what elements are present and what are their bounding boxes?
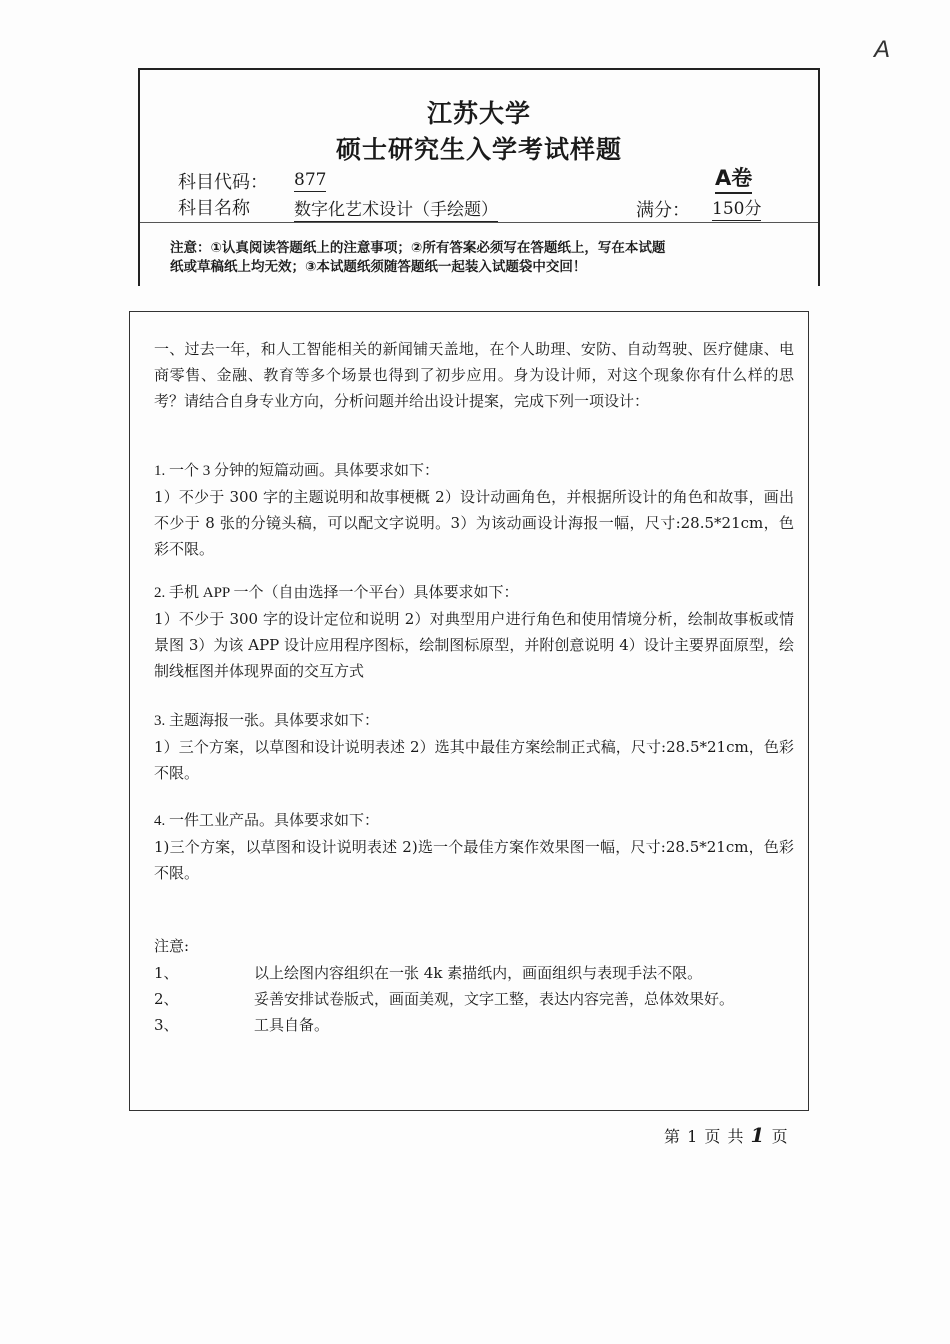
page-total: 1 [750, 1123, 766, 1147]
university-name: 江苏大学 [426, 99, 531, 128]
note-number: 1、 [154, 964, 179, 982]
score-value: 150分 [712, 194, 761, 221]
page-footer-prefix: 第 1 页 共 [664, 1127, 745, 1146]
page-footer-suffix: 页 [771, 1127, 789, 1146]
item-body: 1）不少于 300 字的主题说明和故事梗概 2）设计动画角色，并根据所设计的角色和故事，画出不少于 8 张的分镜头稿，可以配文字说明。3）为该动画设计海报一幅，尺寸:28.5*21cm，色彩不限。 [154, 488, 794, 558]
question-item-4 [154, 808, 794, 886]
subject-name-label: 科目名称 [178, 198, 250, 219]
notice-line: 纸或草稿纸上均无效；③本试题纸须随答题纸一起装入试题袋中交回！ [170, 259, 587, 275]
item-title: 2. 手机 APP 一个（自由选择一个平台）具体要求如下： [154, 585, 519, 601]
item-title: 1. 一个 3 分钟的短篇动画。具体要求如下： [154, 463, 440, 479]
question-item-2 [154, 580, 794, 684]
question-box [129, 311, 809, 1111]
item-body: 1)三个方案，以草图和设计说明表述 2)选一个最佳方案作效果图一幅，尺寸:28.5*21cm，色彩不限。 [154, 838, 794, 882]
item-body: 1）三个方案，以草图和设计说明表述 2）选其中最佳方案绘制正式稿，尺寸:28.5*21cm，色彩不限。 [154, 738, 794, 782]
item-body: 1）不少于 300 字的设计定位和说明 2）对典型用户进行角色和使用情境分析，绘制故事板或情景图 3）为该 APP 设计应用程序图标，绘制图标原型，并附创意说明 4）设计主要界面原型，绘制线框图并体现界面的交互方式 [154, 610, 794, 680]
question-intro: 一、过去一年，和人工智能相关的新闻铺天盖地，在个人助理、安防、自动驾驶、医疗健康、电商零售、金融、教育等多个场景也得到了初步应用。身为设计师，对这个现象你有什么样的思考？请结合自身专业方向，分析问题并给出设计提案，完成下列一项设计： [154, 340, 794, 410]
subject-code-value: 877 [294, 170, 327, 190]
note-text: 以上绘图内容组织在一张 4k 素描纸内，画面组织与表现手法不限。 [254, 964, 703, 982]
exam-header [138, 68, 820, 286]
question-item-3 [154, 708, 794, 786]
item-title: 4. 一件工业产品。具体要求如下： [154, 813, 380, 829]
item-title: 3. 主题海报一张。具体要求如下： [154, 713, 380, 729]
note-item [154, 988, 734, 1009]
header-divider [140, 222, 818, 223]
page-footer [664, 1123, 789, 1147]
question-item-1 [154, 458, 794, 562]
note-item [154, 1014, 329, 1035]
notes-title: 注意: [154, 937, 190, 955]
subject-name-value: 数字化艺术设计（手绘题） [294, 195, 498, 222]
paper-version-label: A卷 [715, 162, 752, 194]
note-text: 工具自备。 [254, 1016, 330, 1034]
score-label: 满分： [636, 200, 690, 221]
corner-mark: A [874, 36, 891, 63]
exam-notice [170, 239, 790, 277]
note-item [154, 962, 702, 983]
note-text: 妥善安排试卷版式，画面美观，文字工整，表达内容完善，总体效果好。 [254, 990, 735, 1008]
exam-title: 硕士研究生入学考试样题 [335, 135, 622, 164]
note-number: 3、 [154, 1016, 179, 1034]
note-number: 2、 [154, 990, 179, 1008]
subject-code-label: 科目代码： [178, 172, 268, 193]
notice-line: 注意：①认真阅读答题纸上的注意事项；②所有答案必须写在答题纸上，写在本试题 [170, 240, 666, 256]
